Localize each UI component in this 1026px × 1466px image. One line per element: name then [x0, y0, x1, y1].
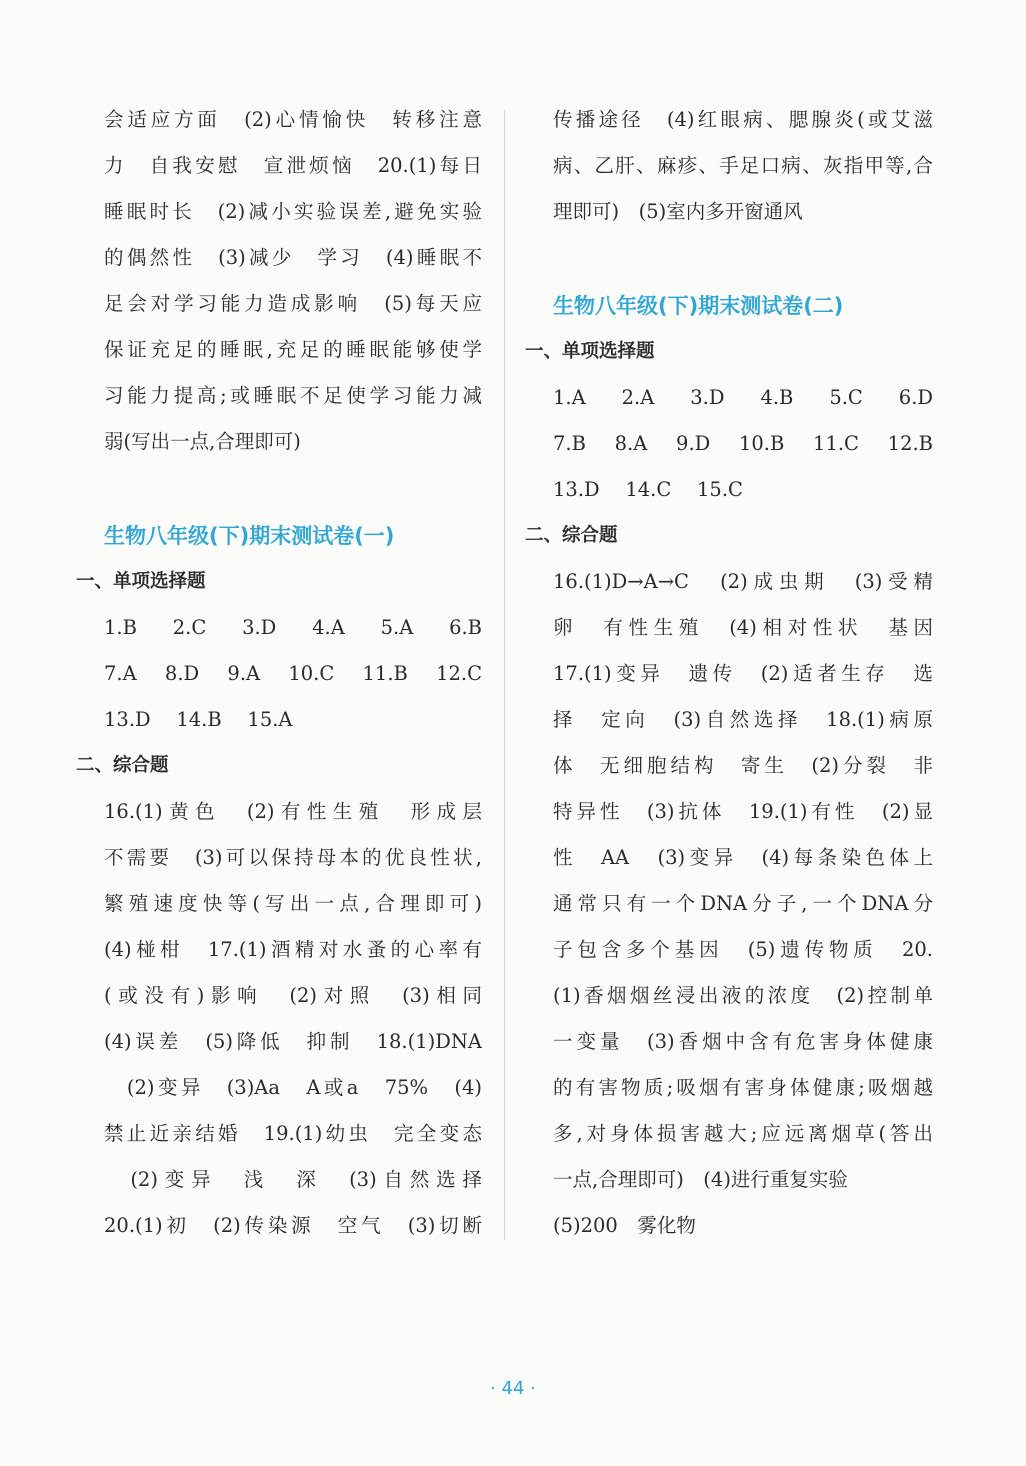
mc-answer: 14.B: [176, 708, 222, 731]
mc-answer: 9.D: [676, 432, 711, 455]
text-line: 的偶然性 (3)减少 学习 (4)睡眠不: [104, 246, 482, 269]
text-line: 子包含多个基因 (5)遗传物质 20.: [553, 938, 933, 961]
mc-answer: 9.A: [227, 662, 261, 685]
mc-answer: 4.B: [760, 386, 794, 409]
mc-answer: 2.C: [172, 616, 207, 639]
text-line: 睡眠时长 (2)减小实验误差,避免实验: [104, 200, 482, 223]
mc-row: [553, 421, 933, 467]
text-line: 禁止近亲结婚 19.(1)幼虫 完全变态: [104, 1122, 482, 1145]
mc-answer: 2.A: [621, 386, 655, 409]
text-line: 择 定向 (3)自然选择 18.(1)病原: [553, 708, 933, 731]
mc-answer: 3.D: [690, 386, 725, 409]
mc-answer: 11.B: [362, 662, 408, 685]
page-number: · 44 ·: [490, 1378, 536, 1399]
text-line: 体 无细胞结构 寄生 (2)分裂 非: [553, 754, 933, 777]
text-line: 弱(写出一点,合理即可): [104, 430, 301, 453]
text-line: (4)误差 (5)降低 抑制 18.(1)DNA: [104, 1030, 482, 1053]
test2-section-comprehensive: 二、综合题: [525, 525, 618, 546]
mc-answer: 15.A: [247, 708, 293, 731]
mc-answer: 8.A: [614, 432, 648, 455]
text-line: (或没有)影响 (2)对照 (3)相同: [104, 984, 482, 1007]
mc-answer: 8.D: [164, 662, 200, 685]
mc-answer: 10.B: [738, 432, 785, 455]
test1-section-comprehensive: 二、综合题: [76, 755, 169, 776]
text-line: (2)变异 (3)Aa A或a 75% (4): [104, 1076, 482, 1099]
text-line: 16.(1)D→A→C (2)成虫期 (3)受精: [553, 570, 933, 593]
text-line: 传播途径 (4)红眼病、腮腺炎(或艾滋: [553, 108, 933, 131]
text-line: 力 自我安慰 宣泄烦恼 20.(1)每日: [104, 154, 482, 177]
left-column: [76, 97, 482, 1249]
text-line: 20.(1)初 (2)传染源 空气 (3)切断: [104, 1214, 482, 1237]
test2-section-choice: 一、单项选择题: [525, 341, 655, 362]
mc-row: [104, 651, 482, 697]
mc-answer: 1.A: [553, 386, 586, 409]
mc-row: [553, 375, 933, 421]
mc-answer: 6.D: [898, 386, 933, 409]
column-divider: [504, 110, 505, 1240]
text-line: 保证充足的睡眠,充足的睡眠能够使学: [104, 338, 482, 361]
right-column: [525, 97, 933, 1249]
text-line: 通常只有一个DNA分子,一个DNA分: [553, 892, 933, 915]
text-line: 17.(1)变异 遗传 (2)适者生存 选: [553, 662, 933, 685]
mc-answer: 13.D: [553, 478, 600, 501]
text-line: 的有害物质;吸烟有害身体健康;吸烟越: [553, 1076, 933, 1099]
text-line: 会适应方面 (2)心情愉快 转移注意: [104, 108, 482, 131]
text-line: (5)200 雾化物: [553, 1214, 696, 1237]
test1-section-choice: 一、单项选择题: [76, 571, 206, 592]
mc-answer: 10.C: [288, 662, 335, 685]
text-line: 多,对身体损害越大;应远离烟草(答出: [553, 1122, 933, 1145]
text-line: (2)变异 浅 深 (3)自然选择: [104, 1168, 482, 1191]
mc-answer: 13.D: [104, 708, 151, 731]
text-line: 性 AA (3)变异 (4)每条染色体上: [553, 846, 933, 869]
mc-answer: 7.B: [553, 432, 586, 455]
text-line: 一变量 (3)香烟中含有危害身体健康: [553, 1030, 933, 1053]
text-line: 16.(1)黄色 (2)有性生殖 形成层: [104, 800, 482, 823]
mc-answer: 4.A: [312, 616, 345, 639]
text-line: 卵 有性生殖 (4)相对性状 基因: [553, 616, 933, 639]
text-line: (4)椪柑 17.(1)酒精对水蚤的心率有: [104, 938, 482, 961]
text-line: (1)香烟烟丝浸出液的浓度 (2)控制单: [553, 984, 933, 1007]
text-line: 理即可) (5)室内多开窗通风: [553, 200, 803, 223]
mc-answer: 5.A: [380, 616, 414, 639]
mc-row: [553, 467, 933, 513]
mc-answer: 12.B: [887, 432, 933, 455]
text-line: 足会对学习能力造成影响 (5)每天应: [104, 292, 482, 315]
mc-answer: 14.C: [625, 478, 672, 501]
text-line: 病、乙肝、麻疹、手足口病、灰指甲等,合: [553, 154, 933, 177]
mc-answer: 1.B: [104, 616, 137, 639]
mc-answer: 15.C: [697, 478, 743, 501]
mc-answer: 6.B: [449, 616, 482, 639]
mc-row: [104, 605, 482, 651]
mc-answer: 5.C: [829, 386, 863, 409]
mc-answer: 11.C: [813, 432, 859, 455]
mc-answer: 3.D: [242, 616, 277, 639]
text-line: 特异性 (3)抗体 19.(1)有性 (2)显: [553, 800, 933, 823]
text-line: 一点,合理即可) (4)进行重复实验: [553, 1168, 848, 1191]
mc-answer: 7.A: [104, 662, 137, 685]
test1-title: 生物八年级(下)期末测试卷(一): [104, 524, 395, 548]
mc-row: [104, 697, 482, 743]
mc-answer: 12.C: [436, 662, 482, 685]
test2-title: 生物八年级(下)期末测试卷(二): [553, 294, 844, 318]
text-line: 不需要 (3)可以保持母本的优良性状,: [104, 846, 482, 869]
text-line: 繁殖速度快等(写出一点,合理即可): [104, 892, 482, 915]
text-line: 习能力提高;或睡眠不足使学习能力减: [104, 384, 482, 407]
